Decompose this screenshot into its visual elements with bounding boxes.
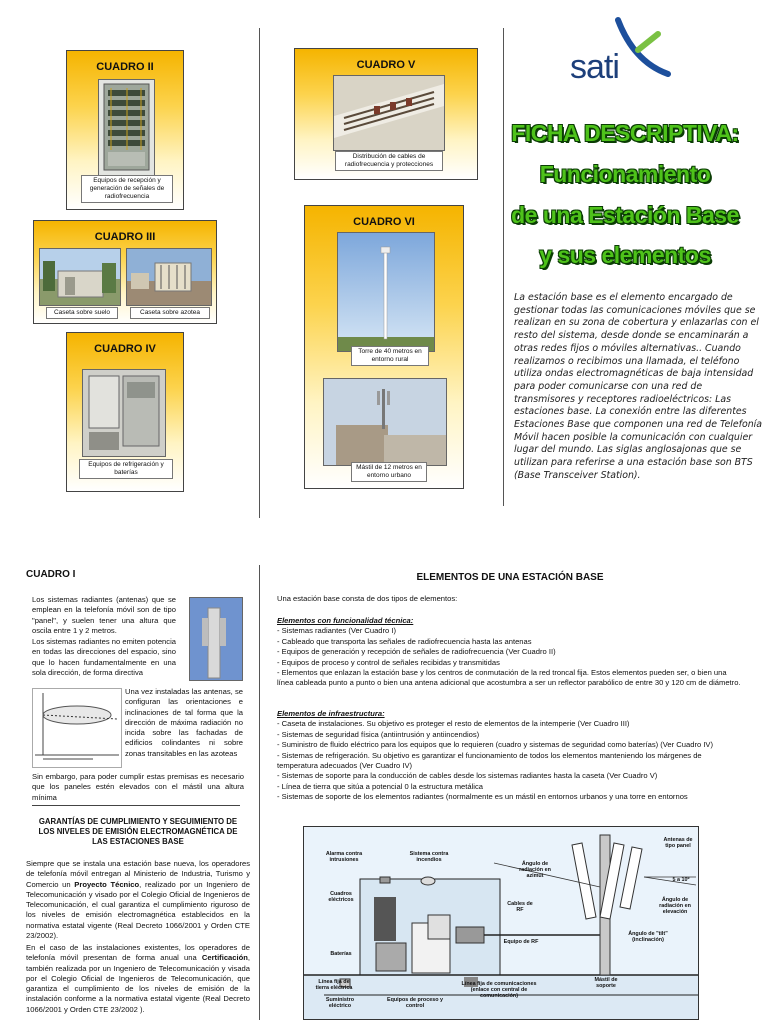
torre-rural-photo: [337, 232, 435, 352]
caseta-suelo-photo: [39, 248, 121, 306]
diagram-label-elevacion: Ángulo de radiación en elevación: [659, 897, 691, 916]
diagram-label-incendios: Sistema contra incendios: [409, 851, 449, 864]
garantias-p1-b: , realizado por un Ingeniero de Telecomunicación y visado por el Colegio Oficial de Ingenieros de Telecomunicación, el cual garantiza el cumplimiento riguroso de los niveles de emisión electromagnética establecidos en la normativa estatal vigente (Real Decreto 1066/2001 y Orden CTE 23/2002).: [26, 879, 250, 941]
tecnica-heading: Elementos con funcionalidad técnica:: [277, 616, 414, 625]
infra-item: - Sistemas de soporte de los elementos radiantes (normalmente es un mástil en entornos urbanos y una torre en entornos: [277, 792, 688, 802]
diagram-label-cuadros: Cuadros eléctricos: [328, 891, 354, 904]
tecnica-item: - Cableado que transporta las señales de radiofrecuencia hasta las antenas: [277, 636, 532, 646]
cuadro-ii-box: [66, 50, 184, 210]
garantias-p2: [26, 943, 250, 1015]
cuadro-iv-box: [66, 332, 184, 492]
intro-text: La estación base es el elemento encargado de gestionar todas las comunicaciones móviles que se realizan en su zona de cobertura y enlazarlas con el resto del sistema, desde donde se encaminarán a otras redes fijos o móviles alternativas.. Cuando realizamos o recibimos una llamada, el teléfono utiliza ondas electromagnéticas de baja intensidad para poder comunicarse con una red de transmisores y receptores radioeléctricos: Las estaciones base. La conexión entre las diferentes Estaciones Base que componen una red de Telefonía Móvil hacen posible la comunicación con cualquier lugar del mundo. Las siglas anglosajonas que se utilizan para referirse a una estación base son BTS (Base Transceiver Station).: [514, 292, 762, 481]
diagram-label-linea-tierra: Línea fija de tierra eléctrica: [315, 979, 353, 992]
cuadro-ii-caption: Equipos de recepción y generación de señales de radiofrecuencia: [81, 175, 173, 203]
cuadro-i-heading: CUADRO I: [26, 569, 76, 580]
garantias-p2-b: , también realizada por un Ingeniero de Telecomunicación y visada por el Colegio Oficial de Ingenieros de Telecomunicación, que garantiza el cumplimiento de los niveles de emisión de la instalación conforme a la normativa estatal vigente (Real Decreto 1066/2001 y Orden CTE 23/2002 ).: [26, 953, 250, 1014]
title-line-2: Funcionamiento: [539, 161, 711, 187]
cuadro-v-box: [294, 48, 478, 180]
tecnica-item: - Equipos de generación y recepción de señales de radiofrecuencia (Ver Cuadro II): [277, 647, 556, 657]
diagram-label-cables: Cables de RF: [507, 901, 533, 914]
tecnica-item: - Equipos de proceso y control de señales recibidas y transmitidas: [277, 657, 500, 667]
refrigeracion-photo: [82, 369, 166, 457]
tecnica-item: - Elementos que enlazan la estación base y los centros de conmutación de la red troncal fija. Estos elementos pueden ser, o bien una línea cableada punto a punto o bien una antena adicional que acostumbra a ser un reflector parabólico de entre 30 y 120 cm de diámetro.: [277, 668, 741, 688]
radiation-pattern-figure: [32, 688, 122, 768]
garantias-heading: GARANTÍAS DE CUMPLIMIENTO Y SEGUIMIENTO DE LOS NIVELES DE EMISIÓN ELECTROMAGNÉTICA DE LAS ESTACIONES BASE: [38, 817, 238, 846]
diagram-label-azimut: Ángulo de radiación en azimut: [519, 861, 551, 880]
cuadro-vi-box: [304, 205, 464, 489]
infra-item: - Sistemas de refrigeración. Su objetivo es garantizar el funcionamiento de todos los elementos manteniendo los márgenes de temperatura adecuados (Ver Cuadro IV): [277, 750, 702, 771]
cuadro-vi-caption-top: Torre de 40 metros en entorno rural: [351, 346, 429, 366]
mastil-urbano-photo: [323, 378, 447, 466]
elementos-intro: Una estación base consta de dos tipos de elementos:: [277, 594, 458, 603]
cuadro-i-p3: Una vez instaladas las antenas, se configuran las orientaciones e inclinaciones de tal forma que la dirección de máxima radiación no incida sobre las fachadas de edificios colindantes ni sobre zonas transitables en las azoteas: [125, 687, 243, 758]
infra-heading: Elementos de infraestructura:: [277, 709, 385, 718]
diagram-label-equipo-rf: Equipo de RF: [503, 939, 539, 945]
cuadro-ii-title: CUADRO II: [96, 61, 154, 73]
title-line-4: y sus elementos: [539, 242, 711, 268]
divider-bottom: [259, 565, 260, 1020]
infra-item: - Línea de tierra que sitúa a potencial 0 la estructura metálica: [277, 781, 483, 791]
infra-item: - Caseta de instalaciones. Su objetivo es proteger el resto de elementos de la intemperie (Ver Cuadro III): [277, 719, 630, 729]
cuadro-iv-caption: Equipos de refrigeración y baterías: [79, 459, 173, 479]
cuadro-i-rule: [32, 805, 240, 806]
cuadro-iii-title: CUADRO III: [94, 231, 156, 243]
divider-top-left: [259, 28, 260, 518]
sati-logo-text: sati: [570, 48, 619, 86]
diagram-label-linea-com: Línea fija de comunicaciones (enlace con central de comunicación): [461, 981, 537, 1000]
cuadro-i-p4: Sin embargo, para poder cumplir estas premisas es necesario que los paneles estén elevados con el mástil una altura mínima: [32, 772, 244, 802]
equipment-rack-photo: [98, 79, 155, 176]
diagram-label-alarma: Alarma contra intrusiones: [325, 851, 363, 864]
cuadro-iii-caption-right: Caseta sobre azotea: [130, 307, 210, 319]
cuadro-iv-title: CUADRO IV: [94, 343, 156, 355]
title-line-1: FICHA DESCRIPTIVA:: [511, 120, 739, 146]
caseta-azotea-photo: [126, 248, 212, 306]
garantias-p1: [26, 859, 250, 941]
diagram-label-equipos-proceso: Equipos de proceso y control: [386, 997, 443, 1010]
cuadro-vi-caption-bottom: Mástil de 12 metros en entorno urbano: [351, 462, 427, 482]
cuadro-v-caption: Distribución de cables de radiofrecuencia y protecciones: [335, 151, 443, 171]
elementos-heading: ELEMENTOS DE UNA ESTACIÓN BASE: [416, 572, 604, 583]
diagram-label-suministro: Suministro eléctrico: [325, 997, 355, 1010]
elementos-tecnica: [277, 616, 742, 689]
panel-antenna-photo: [189, 597, 243, 681]
cuadro-vi-title: CUADRO VI: [353, 216, 415, 228]
diagram-label-baterias: Baterías: [330, 951, 352, 957]
cuadro-i-p1: Los sistemas radiantes (antenas) que se emplean en la telefonía móvil son de tipo "panel", y suelen tener una altura que oscila entre 1 y 2 metros.: [32, 595, 176, 635]
garantias-p1-bold: Proyecto Técnico: [74, 879, 140, 889]
sati-logo: [566, 14, 676, 94]
divider-top-right: [503, 28, 504, 506]
elementos-infra: [277, 709, 742, 803]
infra-item: - Sistemas de seguridad física (antiintrusión y antiincendios): [277, 729, 480, 739]
infra-item: - Suministro de fluido eléctrico para los equipos que lo requieren (cuadro y sistemas de seguridad como baterías) (Ver Cuadro IV): [277, 740, 714, 750]
garantias-p1-a: Siempre que se instala una estación base nueva, los operadores de telefonía móvil entregan al Ministerio de Industria, Turismo y Comercio un: [26, 859, 250, 889]
cuadro-v-title: CUADRO V: [356, 59, 416, 71]
cuadro-i-p2: Los sistemas radiantes no emiten potencia en todas las direcciones del espacio, sino que lo hacen fundamentalmente en una sola dirección, de forma directiva: [32, 637, 176, 677]
garantias-p2-a: En el caso de las instalaciones existentes, los operadores de telefonía móvil presentan de forma anual una: [26, 943, 250, 963]
diagram-label-antenas: Antenas de tipo panel: [663, 837, 693, 850]
base-station-diagram: [303, 826, 699, 1020]
cuadro-iii-box: [33, 220, 217, 324]
cuadro-iii-caption-left: Caseta sobre suelo: [46, 307, 118, 319]
infra-item: - Sistemas de soporte para la conducción de cables desde los sistemas radiantes hasta la caseta (Ver Cuadro V): [277, 771, 658, 781]
tecnica-item: - Sistemas radiantes (Ver Cuadro I): [277, 626, 397, 636]
diagram-label-angulo-small: 5 a 10º: [672, 877, 690, 883]
diagram-label-tilt: Ángulo de "tilt" (inclinación): [628, 931, 668, 944]
cables-rf-photo: [333, 75, 445, 151]
title-line-3: de una Estación Base: [511, 202, 739, 228]
garantias-p2-bold: Certificación: [201, 953, 248, 963]
diagram-label-mastil: Mástil de soporte: [594, 977, 618, 990]
